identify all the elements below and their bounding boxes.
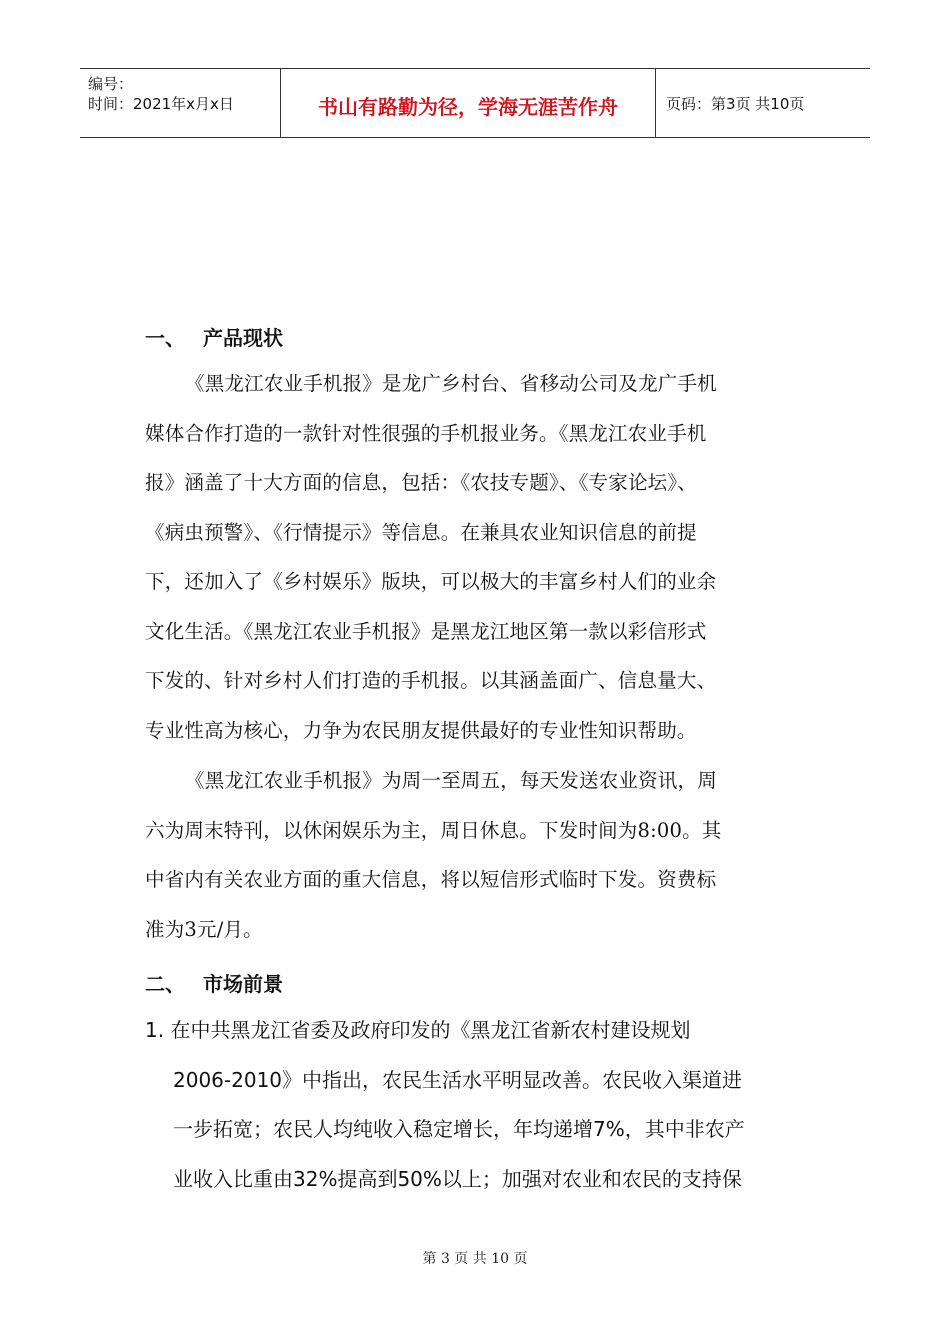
section-heading-1 xyxy=(145,322,283,351)
document-code-label: 编号： xyxy=(88,75,134,93)
section-title: 产品现状 xyxy=(203,326,283,350)
list-line: 2006-2010》中指出，农民生活水平明显改善。农民收入渠道进 xyxy=(173,1067,743,1092)
paragraph-line: 《病虫预警》、《行情提示》等信息。在兼具农业知识信息的前提 xyxy=(145,520,697,544)
section-number: 一、 xyxy=(145,326,185,350)
section-heading-2 xyxy=(145,968,283,997)
paragraph-line: 《黑龙江农业手机报》为周一至周五，每天发送农业资讯，周 xyxy=(185,769,717,792)
paragraph-line: 中省内有关农业方面的重大信息，将以短信形式临时下发。资费标 xyxy=(145,868,717,891)
paragraph-line: 文化生活。《黑龙江农业手机报》是黑龙江地区第一款以彩信形式 xyxy=(145,619,707,643)
paragraph-line: 专业性高为核心，力争为农民朋友提供最好的专业性知识帮助。 xyxy=(145,718,697,742)
header-motto: 书山有路勤为径，学海无涯苦作舟 xyxy=(318,95,618,119)
paragraph-line: 报》涵盖了十大方面的信息，包括：《农技专题》、《专家论坛》、 xyxy=(145,471,698,494)
document-date: 时间：2021年x月x日 xyxy=(88,95,234,113)
header-page-cell xyxy=(656,69,870,137)
paragraph-line: 媒体合作打造的一款针对性很强的手机报业务。《黑龙江农业手机 xyxy=(145,421,707,445)
paragraph-line: 下发的、针对乡村人们打造的手机报。以其涵盖面广、信息量大、 xyxy=(145,669,717,692)
paragraph-product-status xyxy=(145,359,815,755)
header-page-info: 页码：第3页 共10页 xyxy=(666,95,805,113)
paragraph-line: 六为周末特刊，以休闲娱乐为主，周日休息。下发时间为8:00。其 xyxy=(145,818,722,842)
header-meta-cell xyxy=(80,69,280,137)
header-table xyxy=(80,68,870,138)
paragraph-line: 准为3元/月。 xyxy=(145,917,263,941)
page-footer: 第 3 页 共 10 页 xyxy=(422,1251,528,1267)
section-number: 二、 xyxy=(145,972,185,996)
list-line: 1. 在中共黑龙江省委及政府印发的《黑龙江省新农村建设规划 xyxy=(145,1018,691,1042)
numbered-list-item xyxy=(145,1006,825,1204)
list-line: 业收入比重由32%提高到50%以上；加强对农业和农民的支持保 xyxy=(173,1166,742,1191)
list-line: 一步拓宽；农民人均纯收入稳定增长，年均递增7%，其中非农产 xyxy=(173,1117,745,1141)
paragraph-line: 下，还加入了《乡村娱乐》版块，可以极大的丰富乡村人们的业余 xyxy=(145,570,717,593)
paragraph-schedule xyxy=(145,756,815,954)
paragraph-line: 《黑龙江农业手机报》是龙广乡村台、省移动公司及龙广手机 xyxy=(185,372,717,395)
section-title: 市场前景 xyxy=(203,972,283,996)
header-motto-cell xyxy=(280,69,656,137)
